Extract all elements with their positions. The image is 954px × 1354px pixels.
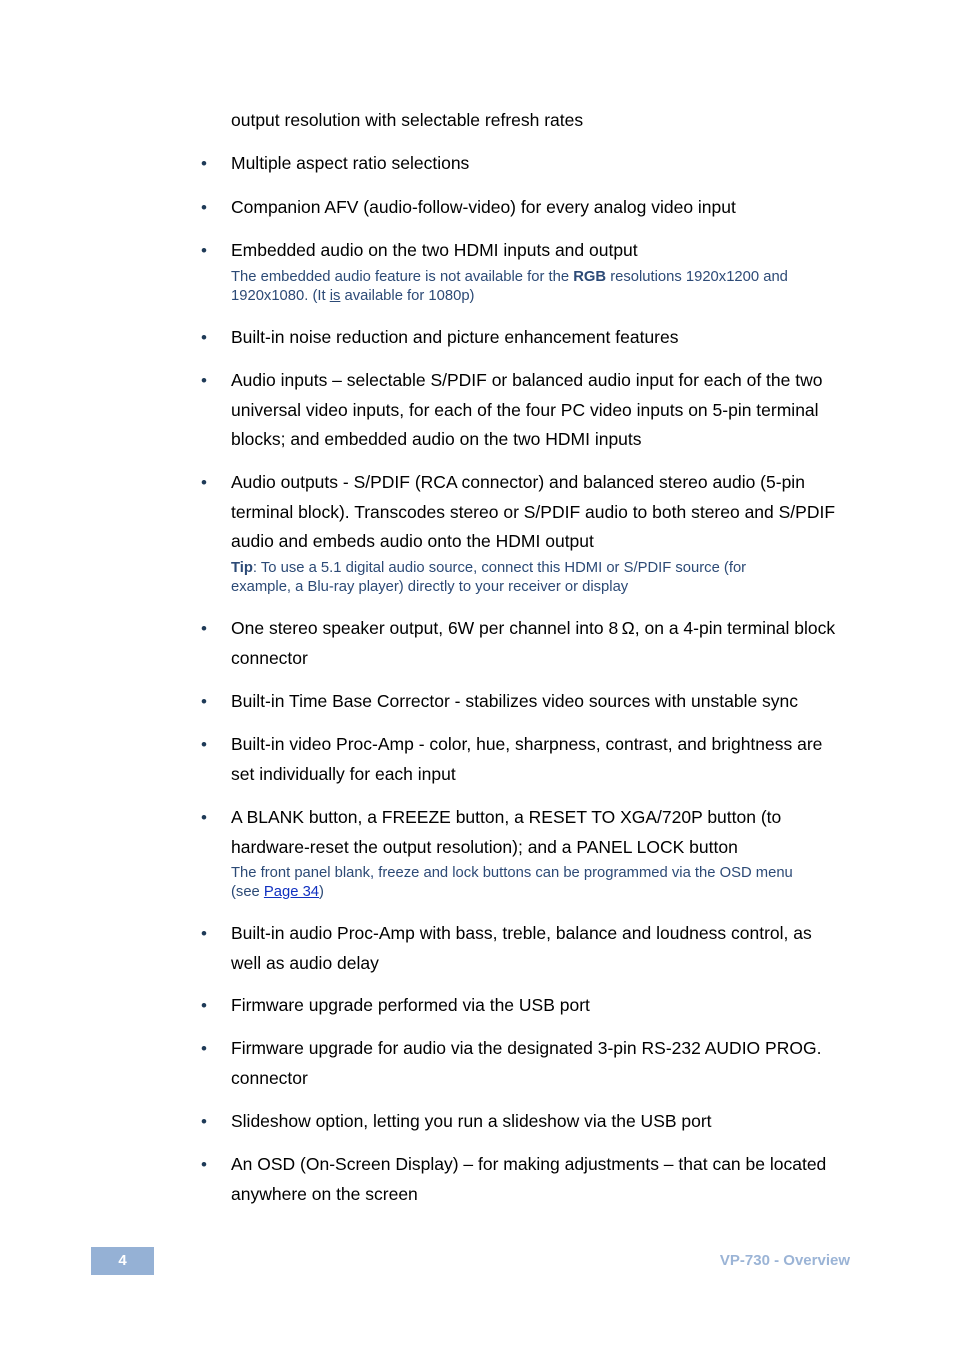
- note-text: The front panel blank, freeze and lock buttons can be programmed via the OSD menu: [231, 865, 793, 881]
- bullet-dot-icon: [200, 1110, 208, 1118]
- list-item-text: [231, 919, 871, 978]
- bullet-dot-icon: [200, 1153, 208, 1161]
- list-item-text: [231, 366, 871, 455]
- text-line: Firmware upgrade for audio via the designated 3-pin RS-232 AUDIO PROG.: [231, 1038, 822, 1058]
- text-line: Embedded audio on the two HDMI inputs and output: [231, 240, 638, 260]
- list-item-text: [231, 193, 871, 223]
- continued-bullet-text: output resolution with selectable refresh rates: [231, 110, 584, 130]
- note-underlined-text: is: [329, 288, 341, 304]
- text-line: An OSD (On-Screen Display) – for making adjustments – that can be located: [231, 1154, 827, 1174]
- text-line: connector: [231, 1067, 308, 1088]
- page-34-link[interactable]: Page 34: [263, 884, 320, 900]
- list-item-text: [231, 149, 871, 179]
- list-item-text: [231, 614, 871, 673]
- list-item-text: [231, 1034, 871, 1093]
- text-line: A BLANK button, a FREEZE button, a RESET TO XGA/720P button (to: [231, 807, 782, 827]
- page-number: 4: [118, 1252, 127, 1269]
- note-text: ): [319, 884, 324, 900]
- note-text: : To use a 5.1 digital audio source, connect this HDMI or S/PDIF source (for: [252, 560, 747, 576]
- panel-buttons-note: [231, 864, 871, 902]
- text-line: One stereo speaker output, 6W per channel into 8 Ω, on a 4-pin terminal block: [231, 618, 836, 638]
- bullet-dot-icon: [200, 922, 208, 930]
- bullet-dot-icon: [200, 239, 208, 247]
- list-item-text: [231, 468, 871, 557]
- hdmi-audio-note: [231, 268, 871, 306]
- tip-note: [231, 559, 871, 597]
- list-item-text: [231, 687, 871, 717]
- page-number-box: [91, 1247, 154, 1275]
- list-item-text: [231, 991, 871, 1021]
- bullet-dot-icon: [200, 690, 208, 698]
- bullet-dot-icon: [200, 1037, 208, 1045]
- text-line: Companion AFV (audio-follow-video) for every analog video input: [231, 197, 736, 217]
- note-text: The embedded audio feature is not available for the: [231, 269, 574, 285]
- text-line: connector: [231, 647, 308, 668]
- list-item-text: [231, 1150, 871, 1209]
- text-line: Built-in video Proc-Amp - color, hue, sharpness, contrast, and brightness are: [231, 734, 823, 754]
- note-text: 1920x1080. (It: [231, 288, 330, 304]
- text-line: terminal block). Transcodes stereo or S/PDIF audio to both stereo and S/PDIF: [231, 501, 836, 522]
- list-item-text: [231, 803, 871, 862]
- footer-title: VP-730 - Overview: [719, 1252, 850, 1269]
- text-line: universal video inputs, for each of the four PC video inputs on 5-pin terminal: [231, 399, 819, 420]
- bullet-dot-icon: [200, 617, 208, 625]
- list-item-text: [231, 1107, 871, 1137]
- text-line: Built-in audio Proc-Amp with bass, treble, balance and loudness control, as: [231, 923, 812, 943]
- text-line: Audio outputs - S/PDIF (RCA connector) and balanced stereo audio (5-pin: [231, 472, 805, 492]
- text-line: blocks; and embedded audio on the two HDMI inputs: [231, 429, 642, 449]
- bullet-dot-icon: [200, 471, 208, 479]
- list-item-text: [231, 236, 871, 266]
- list-item-text: [231, 323, 871, 353]
- bullet-dot-icon: [200, 733, 208, 741]
- text-line: Slideshow option, letting you run a slideshow via the USB port: [231, 1111, 712, 1131]
- text-line: Built-in noise reduction and picture enhancement features: [231, 327, 679, 347]
- bullet-dot-icon: [200, 994, 208, 1002]
- note-text: example, a Blu-ray player) directly to your receiver or display: [231, 579, 629, 595]
- note-text: (see: [231, 884, 264, 900]
- text-line: hardware-reset the output resolution); and a PANEL LOCK button: [231, 836, 738, 857]
- bullet-dot-icon: [200, 196, 208, 204]
- text-line: set individually for each input: [231, 763, 456, 784]
- text-line: Multiple aspect ratio selections: [231, 153, 470, 173]
- bullet-dot-icon: [200, 369, 208, 377]
- note-bold-text: RGB: [573, 269, 607, 285]
- tip-label: Tip: [231, 560, 253, 576]
- note-text: available for 1080p): [340, 288, 475, 304]
- bullet-dot-icon: [200, 152, 208, 160]
- text-line: Firmware upgrade performed via the USB port: [231, 995, 590, 1015]
- text-line: Audio inputs – selectable S/PDIF or balanced audio input for each of the two: [231, 370, 823, 390]
- text-line: well as audio delay: [231, 952, 379, 973]
- text-line: audio and embeds audio onto the HDMI output: [231, 531, 594, 551]
- bullet-dot-icon: [200, 806, 208, 814]
- text-line: Built-in Time Base Corrector - stabilizes video sources with unstable sync: [231, 691, 799, 711]
- text-line: anywhere on the screen: [231, 1183, 418, 1204]
- list-item-text: [231, 730, 871, 789]
- note-text: resolutions 1920x1200 and: [606, 269, 788, 285]
- bullet-dot-icon: [200, 326, 208, 334]
